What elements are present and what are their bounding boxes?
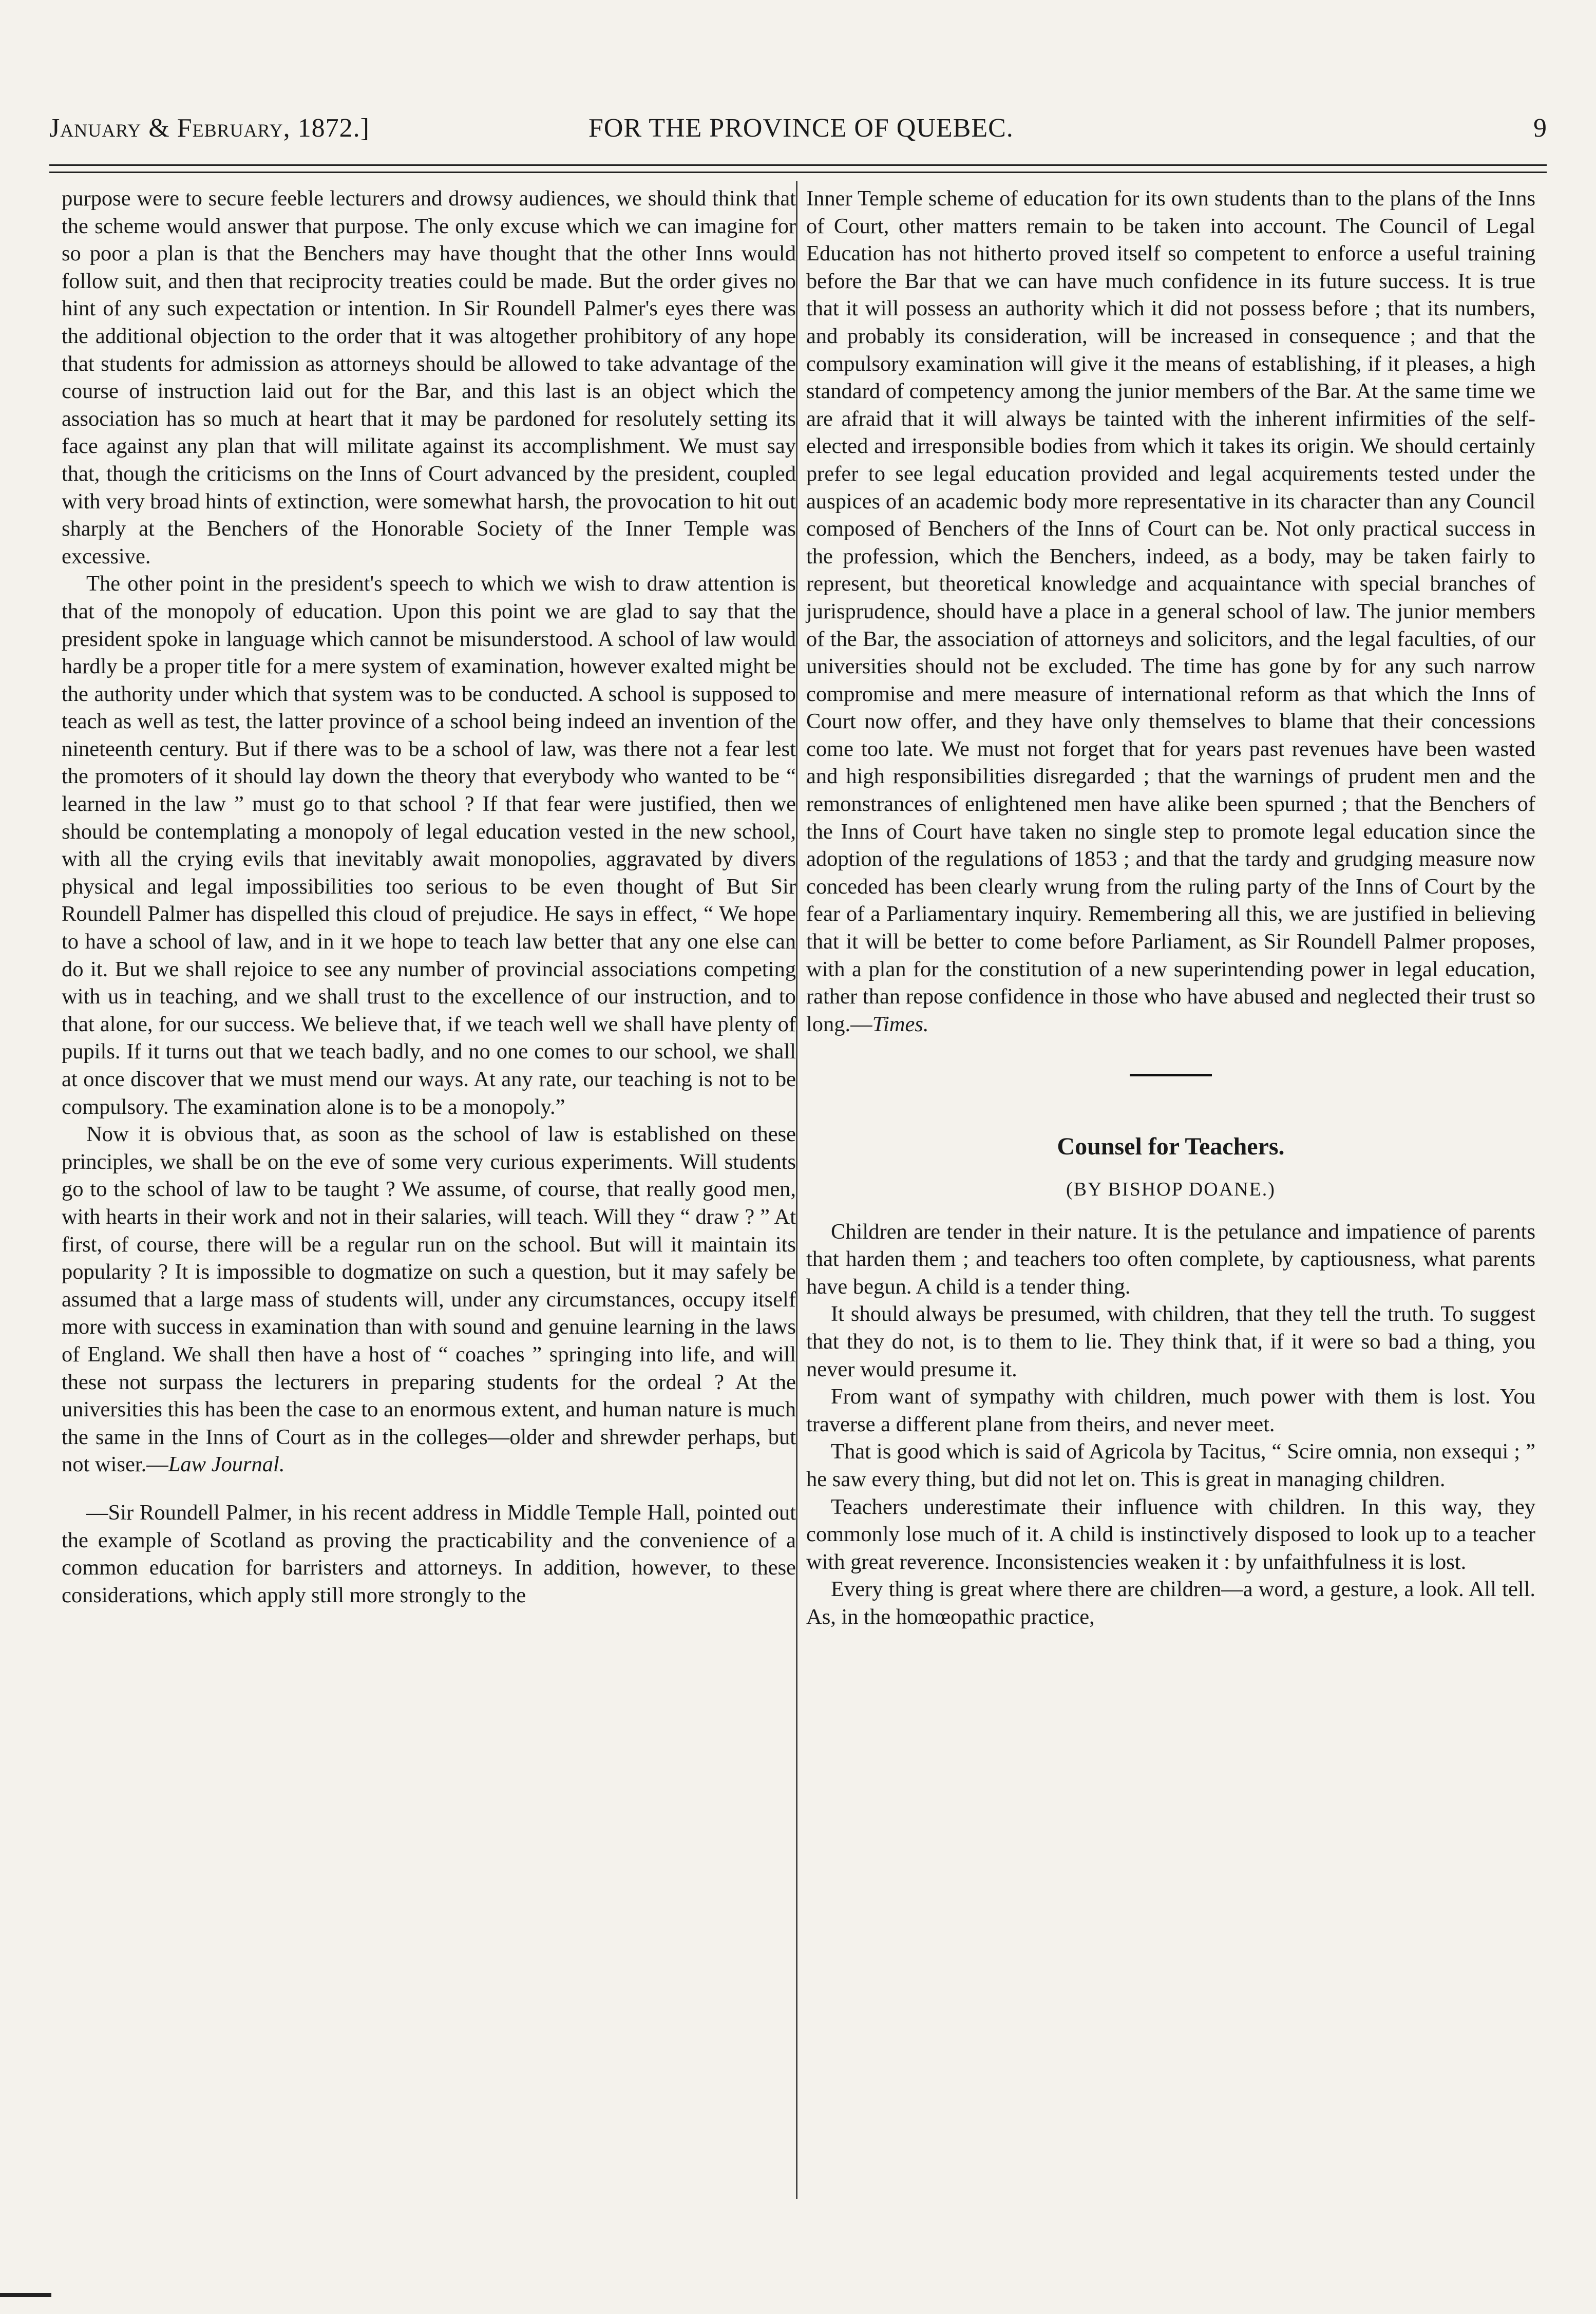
article-paragraph-3: From want of sympathy with children, much power with them is lost. You traverse a different plane from theirs, and never meet. xyxy=(806,1384,1535,1436)
article-paragraph-2: It should always be presumed, with children, that they tell the truth. To suggest that they do not, is to them to lie. They think that, if it were so bad a thing, you never would presume it. xyxy=(806,1302,1535,1381)
header-date: January & February, 1872.] xyxy=(49,113,370,143)
running-header xyxy=(49,108,1547,149)
right-paragraph-1 xyxy=(806,185,1535,1038)
header-title: FOR THE PROVINCE OF QUEBEC. xyxy=(588,113,1014,143)
article-byline: (BY BISHOP DOANE.) xyxy=(1066,1179,1276,1200)
page-number: 9 xyxy=(1533,113,1547,143)
left-paragraph-4: —Sir Roundell Palmer, in his recent address in Middle Temple Hall, pointed out the example of Scotland as proving the practicability and the convenience of a common education for barristers and attorneys. In addition, however, to these considerations, which apply still more strongly to the xyxy=(62,1500,796,1607)
left-paragraph-3-text: Now it is obvious that, as soon as the school of law is established on these principles, we shall be on the eve of some very curious experiments. Will students go to the school of law to be taught ? We assume, of course, that really good men, with hearts in their work and not in their salaries, will teach. Will they “ draw ? ” At first, of course, there will be a regular run on the school. But will it maintain its popularity ? It is impossible to dogmatize on such a question, but it may safely be assumed that a large mass of students will, under any circumstances, occupy itself more with success in examination than with sound and genuine learning in the laws of England. We shall then have a host of “ coaches ” springing into life, and will these not surpass the lecturers in preparing students for the ordeal ? At the universities this has been the case to an enormous extent, and human nature is much the same in the Inns of Court as in the colleges—older and shrewder perhaps, but not wiser.— xyxy=(62,1122,796,1477)
article-paragraph-1: Children are tender in their nature. It is the petulance and impatience of parents that harden them ; and teachers too often complete, by captiousness, what parents have begun. A child is a tender thing. xyxy=(806,1219,1535,1299)
article-title: Counsel for Teachers. xyxy=(1057,1133,1285,1161)
left-paragraph-1: purpose were to secure feeble lecturers and drowsy audiences, we should think that the scheme would answer that purpose. The only excuse which we can imagine for so poor a plan is that the Benchers may have thought that the other Inns would follow suit, and then that reciprocity treaties could be made. But the order gives no hint of any such expectation or intention. In Sir Roundell Palmer's eyes there was the additional objection to the order that it was altogether prohibitory of any hope that students for admission as attorneys should be allowed to take advantage of the course of instruction laid out for the Bar, and this last is an object which the association has so much at heart that it may be pardoned for resolutely setting its face against any plan that will militate against its accomplishment. We must say that, though the criticisms on the Inns of Court advanced by the president, coupled with very broad hints of extinction, were somewhat harsh, the provocation to hit out sharply at the Benchers of the Honorable Society of the Inner Temple was excessive. xyxy=(62,186,796,568)
right-paragraph-1-text: Inner Temple scheme of education for its own students than to the plans of the Inns of Court, other matters remain to be taken into account. The Council of Legal Education has not hitherto proved itself so competent to enforce a useful training before the Bar that we can have much confidence in its future success. It is true that it will possess an authority which it did not possess before ; that its numbers, and probably its consideration, will be increased in consequence ; and that the compulsory examination will give it the means of establishing, if it pleases, a high standard of competency among the junior members of the Bar. At the same time we are afraid that it will always be tainted with the inherent infirmities of the self-elected and irresponsible bodies from which it takes its origin. We should certainly prefer to see legal education provided and legal acquirements tested under the auspices of an academic body more representative in its character than any Council composed of Benchers of the Inns of Court can be. Not only practical success in the profession, which the Benchers, indeed, as a body, may be taken fairly to represent, but theoretical knowledge and acquaintance with special branches of jurisprudence, should have a place in a general school of law. The junior members of the Bar, the association of attorneys and solicitors, and the legal faculties, of our universities should not be excluded. The time has gone by for any such narrow compromise and mere measure of international reform as that which the Inns of Court now offer, and they have only themselves to blame that their concessions come too late. We must not forget that for years past revenues have been wasted and high responsibilities disregarded ; that the warnings of prudent men and the remonstrances of enlightened men have alike been spurned ; that the Benchers of the Inns of Court have taken no single step to promote legal education since the adoption of the regulations of 1853 ; and that the tardy and grudging measure now conceded has been clearly wrung from the ruling party of the Inns of Court by the fear of a Parliamentary inquiry. Remembering all this, we are justified in believing that it will be better to come before Parliament, as Sir Roundell Palmer proposes, with a plan for the constitution of a new superintending power in legal education, rather than repose confidence in those who have abused and neglected their trust so long.— xyxy=(806,186,1535,1036)
source-law-journal: Law Journal. xyxy=(168,1452,285,1477)
left-paragraph-3 xyxy=(62,1121,796,1478)
margin-mark xyxy=(0,2293,51,2297)
left-column xyxy=(62,185,796,1609)
column-divider xyxy=(796,181,797,2199)
right-column xyxy=(806,185,1535,1631)
source-times: Times. xyxy=(872,1012,929,1036)
article-paragraph-4: That is good which is said of Agricola by Tacitus, “ Scire omnia, non exsequi ; ” he saw every thing, but did not let on. This is great in managing children. xyxy=(806,1439,1535,1491)
header-rule-bottom xyxy=(49,172,1547,173)
header-rule-top xyxy=(49,164,1547,166)
article-paragraph-5: Teachers underestimate their influence with children. In this way, they commonly lose much of it. A child is instinctively disposed to look up to a teacher with great reverence. Inconsistencies weaken it : by unfaithfulness it is lost. xyxy=(806,1494,1535,1574)
article-paragraph-6: Every thing is great where there are children—a word, a gesture, a look. All tell. As, in the homœopathic practice, xyxy=(806,1577,1535,1629)
left-paragraph-2: The other point in the president's speech to which we wish to draw attention is that of the monopoly of education. Upon this point we are glad to say that the president spoke in language which cannot be misunderstood. A school of law would hardly be a proper title for a mere system of examination, however exalted might be the authority under which that system was to be conducted. A school is supposed to teach as well as test, the latter province of a school being indeed an invention of the nineteenth century. But if there was to be a school of law, was there not a fear lest the promoters of it should lay down the theory that everybody who wanted to be “ learned in the law ” must go to that school ? If that fear were justified, then we should be contemplating a monopoly of legal education vested in the new school, with all the crying evils that inevitably await monopolies, aggravated by divers physical and legal impossibilities too serious to be even thought of But Sir Roundell Palmer has dispelled this cloud of prejudice. He says in effect, “ We hope to have a school of law, and in it we hope to teach law better that any one else can do it. But we shall rejoice to see any number of provincial associations competing with us in teaching, and we shall trust to the excellence of our instruction, and to that alone, for our success. We believe that, if we teach well we shall have plenty of pupils. If it turns out that we teach badly, and no one comes to our school, we shall at once discover that we must mend our ways. At any rate, our teaching is not to be compulsory. The examination alone is to be a monopoly.” xyxy=(62,572,796,1119)
